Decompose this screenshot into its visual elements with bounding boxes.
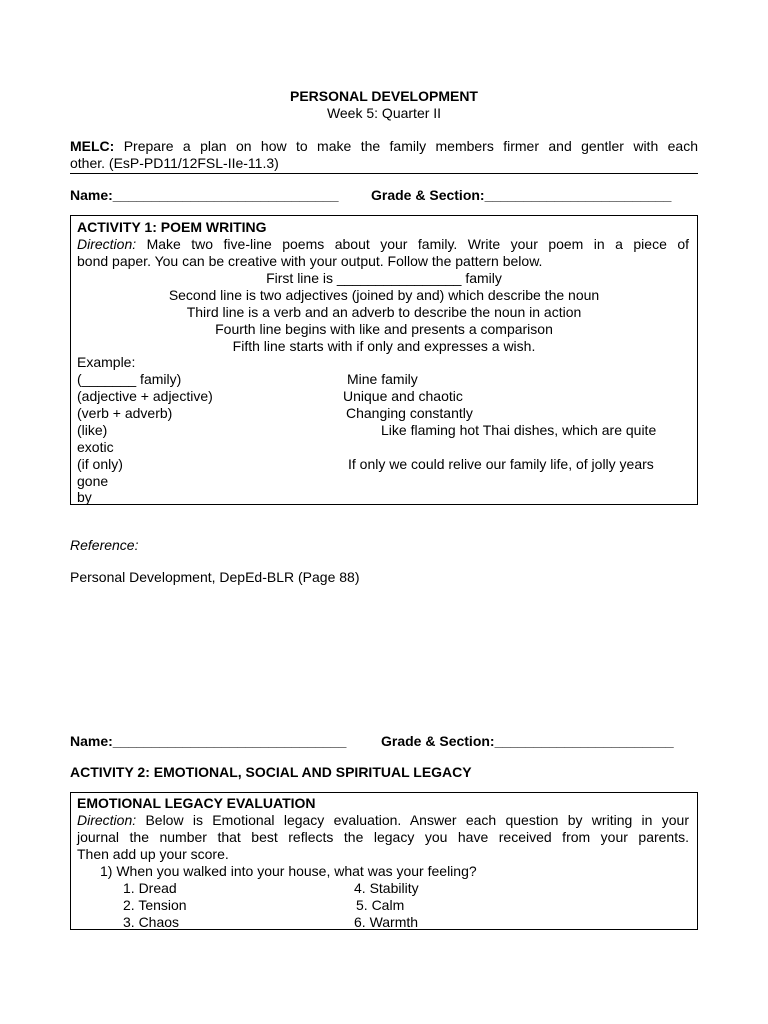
- pattern-line-5: Fifth line starts with if only and expresses a wish.: [232, 338, 536, 354]
- example-label: Example:: [77, 354, 136, 370]
- activity1-box: [70, 215, 698, 505]
- emotional-legacy-box: [70, 792, 698, 930]
- activity1-direction: [77, 236, 689, 270]
- example-right-2: Unique and chaotic: [343, 388, 463, 404]
- example-right-3: Changing constantly: [346, 405, 473, 421]
- activity2-direction-line-2: journal the number that best reflects the legacy you have received from your parents.: [77, 829, 689, 845]
- name-field-2[interactable]: Name:______________________________: [70, 733, 347, 749]
- page-subtitle: Week 5: Quarter II: [326, 105, 442, 121]
- example-left-2: (adjective + adjective): [77, 388, 213, 404]
- example-left-7: gone: [77, 473, 109, 489]
- pattern-line-4: Fourth line begins with like and presents a comparison: [215, 321, 553, 337]
- reference-text: Personal Development, DepEd-BLR (Page 88): [70, 569, 360, 585]
- example-left-8: by: [77, 489, 92, 505]
- activity1-title: ACTIVITY 1: POEM WRITING: [77, 219, 267, 235]
- activity2-direction-text-1: Below is Emotional legacy evaluation. Answer each question by writing in your: [136, 812, 689, 828]
- melc-line-1: [70, 138, 698, 155]
- pattern-line-1: First line is ________________ family: [266, 270, 502, 286]
- emotional-legacy-title: EMOTIONAL LEGACY EVALUATION: [77, 795, 316, 811]
- activity2-title: ACTIVITY 2: EMOTIONAL, SOCIAL AND SPIRITUAL LEGACY: [70, 764, 472, 780]
- activity2-direction-line-3: Then add up your score.: [77, 846, 229, 862]
- option-6: 6. Warmth: [354, 914, 419, 930]
- melc-line-2: other. (EsP-PD11/12FSL-IIe-11.3): [70, 155, 279, 171]
- activity2-direction-label: Direction:: [77, 812, 137, 828]
- melc-label: MELC:: [70, 138, 115, 154]
- pattern-line-3: Third line is a verb and an adverb to describe the noun in action: [186, 304, 582, 320]
- grade-section-field-2[interactable]: Grade & Section:_______________________: [381, 733, 674, 749]
- option-1: 1. Dread: [123, 880, 177, 896]
- activity1-direction-line-1: [77, 236, 689, 253]
- activity2-direction: [77, 812, 689, 863]
- example-left-3: (verb + adverb): [77, 405, 173, 421]
- option-4: 4. Stability: [354, 880, 419, 896]
- activity1-direction-label: Direction:: [77, 236, 137, 252]
- grade-section-field-1[interactable]: Grade & Section:________________________: [371, 187, 672, 203]
- reference-label: Reference:: [70, 537, 139, 553]
- example-right-4: Like flaming hot Thai dishes, which are quite: [381, 422, 657, 438]
- example-left-4: (like): [77, 422, 108, 438]
- example-right-6: If only we could relive our family life, of jolly years: [348, 456, 654, 472]
- activity1-direction-line-2: bond paper. You can be creative with your output. Follow the pattern below.: [77, 253, 543, 269]
- option-2: 2. Tension: [123, 897, 187, 913]
- pattern-line-2: Second line is two adjectives (joined by and) which describe the noun: [168, 287, 600, 303]
- example-left-6: (if only): [77, 456, 123, 472]
- melc-block: [70, 138, 698, 172]
- name-field-1[interactable]: Name:_____________________________: [70, 187, 339, 203]
- option-3: 3. Chaos: [123, 914, 180, 930]
- melc-text-1: Prepare a plan on how to make the family members firmer and gentler with each: [114, 138, 698, 154]
- activity2-direction-line-1: [77, 812, 689, 829]
- example-right-1: Mine family: [347, 371, 418, 387]
- activity1-direction-text-1: Make two five-line poems about your family. Write your poem in a piece of: [136, 236, 689, 252]
- question-1: 1) When you walked into your house, what was your feeling?: [100, 863, 477, 879]
- page-title: PERSONAL DEVELOPMENT: [290, 88, 478, 104]
- example-left-1: (_______ family): [77, 371, 182, 387]
- melc-divider: [70, 173, 698, 174]
- example-left-5: exotic: [77, 439, 114, 455]
- option-5: 5. Calm: [356, 897, 405, 913]
